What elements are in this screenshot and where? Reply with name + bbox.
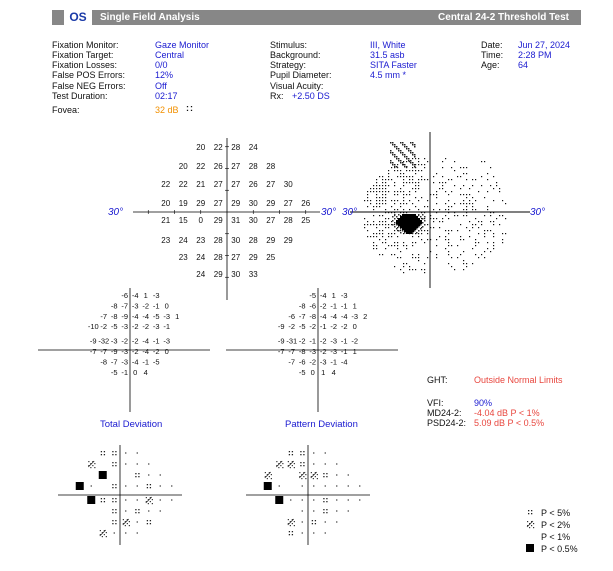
total-deviation-value: -3 [121, 347, 129, 356]
total-deviation-value: -8 [100, 357, 108, 367]
sensitivity-value: 27 [266, 180, 276, 189]
total-deviation-value: -2 [100, 322, 108, 332]
total-deviation-value: -5 [110, 322, 118, 332]
total-deviation-value: -4 [142, 347, 150, 356]
pattern-deviation-value: -8 [298, 301, 306, 311]
sensitivity-value: 25 [266, 253, 276, 262]
pattern-deviation-value: 4 [331, 367, 336, 377]
pattern-deviation-value: -2 [319, 347, 327, 356]
fovea-label: Fovea: [52, 105, 80, 115]
sensitivity-value: 26 [248, 180, 258, 189]
pattern-deviation-value: 2 [363, 311, 368, 321]
total-deviation-value: -4 [131, 311, 139, 321]
report-title: Single Field Analysis [100, 12, 200, 23]
sensitivity-value: 28 [213, 253, 223, 262]
grayscale-axis-label-left: 30° [342, 207, 358, 218]
sensitivity-value: 28 [231, 143, 241, 152]
psd-label: PSD24-2: [427, 418, 467, 428]
sensitivity-value: 28 [248, 236, 258, 245]
pattern-deviation-value: -7 [277, 347, 285, 356]
sensitivity-value: 29 [283, 236, 293, 245]
total-deviation-value: -1 [121, 367, 129, 377]
pattern-deviation-value: -6 [298, 357, 306, 367]
sensitivity-value: 28 [283, 216, 293, 225]
total-deviation-value: -6 [121, 291, 129, 300]
legend-label-2: P < 2% [541, 520, 571, 530]
pattern-deviation-value: -31 [286, 336, 298, 346]
sensitivity-axis-label-left: 30° [108, 207, 124, 218]
test-name: Central 24-2 Threshold Test [438, 12, 569, 23]
total-deviation-value: -3 [163, 336, 171, 346]
age-value: 64 [518, 60, 529, 70]
sensitivity-value: 29 [248, 253, 258, 262]
total-deviation-value: -5 [152, 357, 160, 367]
total-deviation-value: -2 [142, 301, 150, 311]
total-deviation-value: -4 [142, 311, 150, 321]
sensitivity-value: 21 [161, 216, 171, 225]
total-deviation-value: -4 [131, 357, 139, 367]
sensitivity-value: 20 [196, 143, 206, 152]
sensitivity-value: 27 [231, 253, 241, 262]
md-value: -4.04 dB P < 1% [474, 408, 540, 418]
stimulus-label: Stimulus: [270, 40, 308, 50]
total-deviation-title: Total Deviation [100, 419, 163, 430]
sensitivity-value: 29 [266, 199, 276, 208]
total-deviation-value: -2 [152, 347, 160, 356]
pattern-deviation-value: -2 [330, 322, 338, 332]
sensitivity-value: 30 [283, 180, 293, 189]
sensitivity-value: 19 [178, 199, 188, 208]
sensitivity-value: 30 [248, 199, 258, 208]
pattern-deviation-value: -2 [288, 322, 296, 332]
total-deviation-value: -4 [142, 336, 150, 346]
pattern-deviation-value: -2 [309, 322, 317, 332]
pattern-deviation-value: 0 [352, 322, 357, 332]
sensitivity-value: 29 [231, 199, 241, 208]
false-neg-label: False NEG Errors: [52, 81, 126, 91]
pattern-deviation-value: -9 [277, 336, 285, 346]
total-deviation-value: -10 [87, 322, 99, 332]
sensitivity-value: 27 [213, 180, 223, 189]
pattern-deviation-value: -4 [330, 311, 338, 321]
pattern-deviation-value: -7 [288, 357, 296, 367]
strategy-label: Strategy: [270, 60, 307, 70]
sensitivity-value: 29 [266, 236, 276, 245]
grayscale-axis-label-right: 30° [530, 207, 546, 218]
fixation-losses-label: Fixation Losses: [52, 60, 118, 70]
pattern-deviation-value: -1 [330, 301, 338, 311]
vfi-label: VFI: [427, 398, 444, 408]
total-deviation-value: 0 [133, 367, 138, 377]
pattern-deviation-value: -5 [298, 367, 306, 377]
total-deviation-value: -9 [121, 311, 129, 321]
prob-symbol-b [527, 521, 534, 528]
fixation-monitor-label: Fixation Monitor: [52, 40, 119, 50]
sensitivity-value: 22 [213, 143, 223, 152]
total-deviation-value: -2 [131, 322, 139, 332]
strategy-value: SITA Faster [370, 60, 417, 70]
total-deviation-value: -5 [152, 311, 160, 321]
total-deviation-value: -1 [152, 301, 160, 311]
total-deviation-value: 0 [164, 301, 169, 311]
pattern-deviation-value: -2 [351, 336, 359, 346]
pattern-deviation-value: 1 [352, 347, 357, 356]
sensitivity-value: 23 [178, 253, 188, 262]
sensitivity-value: 20 [161, 199, 171, 208]
total-deviation-value: -2 [131, 336, 139, 346]
pattern-deviation-value: -6 [309, 301, 317, 311]
sensitivity-value: 27 [231, 180, 241, 189]
total-deviation-value: -1 [163, 322, 171, 332]
sensitivity-value: 29 [196, 199, 206, 208]
pattern-deviation-value: -2 [319, 336, 327, 346]
sensitivity-value: 21 [196, 180, 206, 189]
total-deviation-value: -3 [163, 311, 171, 321]
total-deviation-value: -7 [89, 347, 97, 356]
pattern-deviation-value: -1 [319, 322, 327, 332]
total-deviation-value: -7 [121, 301, 129, 311]
sensitivity-value: 20 [178, 162, 188, 171]
age-label: Age: [481, 60, 500, 70]
legend-label-1: P < 1% [541, 532, 571, 542]
total-deviation-value: -9 [89, 336, 97, 346]
sensitivity-value: 29 [213, 270, 223, 279]
sensitivity-value: 28 [266, 162, 276, 171]
false-pos-label: False POS Errors: [52, 70, 126, 80]
false-pos-value: 12% [155, 70, 174, 80]
pattern-deviation-value: -3 [340, 291, 348, 300]
total-deviation-value: 0 [164, 347, 169, 356]
sensitivity-value: 27 [266, 216, 276, 225]
total-deviation-value: -2 [121, 336, 129, 346]
pattern-deviation-value: 0 [310, 367, 315, 377]
sensitivity-axis-label-right: 30° [321, 207, 337, 218]
total-deviation-value: -3 [131, 301, 139, 311]
visual-acuity-label: Visual Acuity: [270, 81, 324, 91]
rx-label: Rx: [270, 91, 284, 101]
sensitivity-value: 27 [283, 199, 293, 208]
sensitivity-value: 23 [196, 236, 206, 245]
total-deviation-value: -3 [121, 357, 129, 367]
fixation-target-value: Central [155, 50, 185, 60]
total-deviation-value: -1 [142, 357, 150, 367]
fixation-losses-value: 0/0 [155, 60, 168, 70]
pattern-deviation-value: -2 [319, 301, 327, 311]
sensitivity-value: 24 [196, 270, 206, 279]
background-value: 31.5 asb [370, 50, 405, 60]
vfi-value: 90% [474, 398, 493, 408]
total-deviation-value: -7 [100, 347, 108, 356]
fovea-symbol-icon: :: [186, 103, 194, 113]
ght-label: GHT: [427, 375, 448, 385]
pattern-deviation-value: -6 [288, 311, 296, 321]
sensitivity-value: 33 [248, 270, 258, 279]
pattern-deviation-value: -9 [277, 322, 285, 332]
sensitivity-value: 23 [161, 236, 171, 245]
ght-value: Outside Normal Limits [474, 375, 563, 385]
sensitivity-value: 28 [248, 162, 258, 171]
sensitivity-value: 0 [198, 216, 203, 225]
pattern-deviation-value: -4 [340, 357, 348, 367]
pattern-deviation-value: -5 [309, 291, 317, 300]
sensitivity-value: 24 [196, 253, 206, 262]
sensitivity-value: 29 [213, 216, 223, 225]
total-deviation-value: -32 [98, 336, 110, 346]
sensitivity-value: 24 [248, 143, 258, 152]
pattern-deviation-value: -4 [319, 291, 327, 300]
test-duration-value: 02:17 [155, 91, 178, 101]
stimulus-value: III, White [370, 40, 406, 50]
pattern-deviation-value: -1 [340, 347, 348, 356]
pattern-deviation-value: -4 [319, 311, 327, 321]
total-deviation-value: -1 [152, 336, 160, 346]
pupil-diameter-label: Pupil Diameter: [270, 70, 332, 80]
total-deviation-value: 4 [143, 367, 148, 377]
pattern-deviation-value: -8 [309, 311, 317, 321]
total-deviation-value: -5 [110, 367, 118, 377]
total-deviation-value: 1 [175, 311, 180, 321]
pupil-diameter-value: 4.5 mm * [370, 70, 407, 80]
total-deviation-value: 1 [143, 291, 148, 300]
total-deviation-value: -7 [100, 311, 108, 321]
pattern-deviation-value: -7 [288, 347, 296, 356]
rx-value: +2.50 DS [292, 91, 330, 101]
sensitivity-value: 27 [231, 162, 241, 171]
legend-label-5: P < 5% [541, 508, 571, 518]
sensitivity-value: 30 [231, 270, 241, 279]
sensitivity-value: 28 [213, 236, 223, 245]
sensitivity-value: 26 [301, 199, 311, 208]
total-deviation-value: -3 [152, 322, 160, 332]
fovea-value: 32 dB [155, 105, 179, 115]
total-deviation-value: -2 [142, 322, 150, 332]
pattern-deviation-value: -4 [340, 311, 348, 321]
total-deviation-value: -3 [121, 322, 129, 332]
eye-badge: OS [64, 10, 92, 25]
sensitivity-value: 15 [178, 216, 188, 225]
total-deviation-value: -8 [110, 301, 118, 311]
pattern-deviation-value: -1 [340, 301, 348, 311]
pattern-deviation-value: -2 [309, 357, 317, 367]
total-deviation-value: -7 [110, 357, 118, 367]
false-neg-value: Off [155, 81, 167, 91]
pattern-deviation-value: -3 [330, 336, 338, 346]
pattern-deviation-value: 1 [331, 291, 336, 300]
pattern-deviation-value: -5 [298, 322, 306, 332]
total-deviation-value: -2 [131, 347, 139, 356]
sensitivity-value: 22 [161, 180, 171, 189]
pattern-deviation-value: 1 [352, 301, 357, 311]
test-duration-label: Test Duration: [52, 91, 108, 101]
pattern-deviation-value: -2 [298, 336, 306, 346]
legend-label-05: P < 0.5% [541, 544, 578, 554]
total-deviation-value: -4 [131, 291, 139, 300]
pattern-deviation-value: 1 [321, 367, 326, 377]
pattern-deviation-value: -1 [330, 357, 338, 367]
sensitivity-value: 25 [301, 216, 311, 225]
pattern-deviation-value: -8 [298, 347, 306, 356]
fixation-target-label: Fixation Target: [52, 50, 114, 60]
time-value: 2:28 PM [518, 50, 552, 60]
pattern-deviation-value: -3 [351, 311, 359, 321]
pattern-deviation-value: -2 [340, 322, 348, 332]
sensitivity-value: 26 [213, 162, 223, 171]
sensitivity-value: 24 [178, 236, 188, 245]
sensitivity-value: 30 [231, 236, 241, 245]
psd-value: 5.09 dB P < 0.5% [474, 418, 545, 428]
sensitivity-value: 27 [213, 199, 223, 208]
pattern-deviation-value: -3 [330, 347, 338, 356]
pattern-deviation-value: -1 [309, 336, 317, 346]
md-label: MD24-2: [427, 408, 462, 418]
fixation-monitor-value: Gaze Monitor [155, 40, 210, 50]
pattern-deviation-value: -3 [319, 357, 327, 367]
pattern-deviation-value: -1 [340, 336, 348, 346]
pattern-deviation-title: Pattern Deviation [285, 419, 358, 430]
time-label: Time: [481, 50, 504, 60]
date-label: Date: [481, 40, 503, 50]
prob-symbol-d [526, 544, 534, 552]
total-deviation-value: -8 [110, 311, 118, 321]
pattern-deviation-value: -7 [298, 311, 306, 321]
total-deviation-value: -3 [152, 291, 160, 300]
date-value: Jun 27, 2024 [518, 40, 571, 50]
total-deviation-value: -9 [110, 347, 118, 356]
sensitivity-value: 31 [231, 216, 241, 225]
total-deviation-value: -3 [110, 336, 118, 346]
sensitivity-value: 22 [178, 180, 188, 189]
background-label: Background: [270, 50, 321, 60]
prob-symbol-a [528, 510, 532, 514]
pattern-deviation-value: -3 [309, 347, 317, 356]
sensitivity-value: 30 [248, 216, 258, 225]
sensitivity-value: 22 [196, 162, 206, 171]
